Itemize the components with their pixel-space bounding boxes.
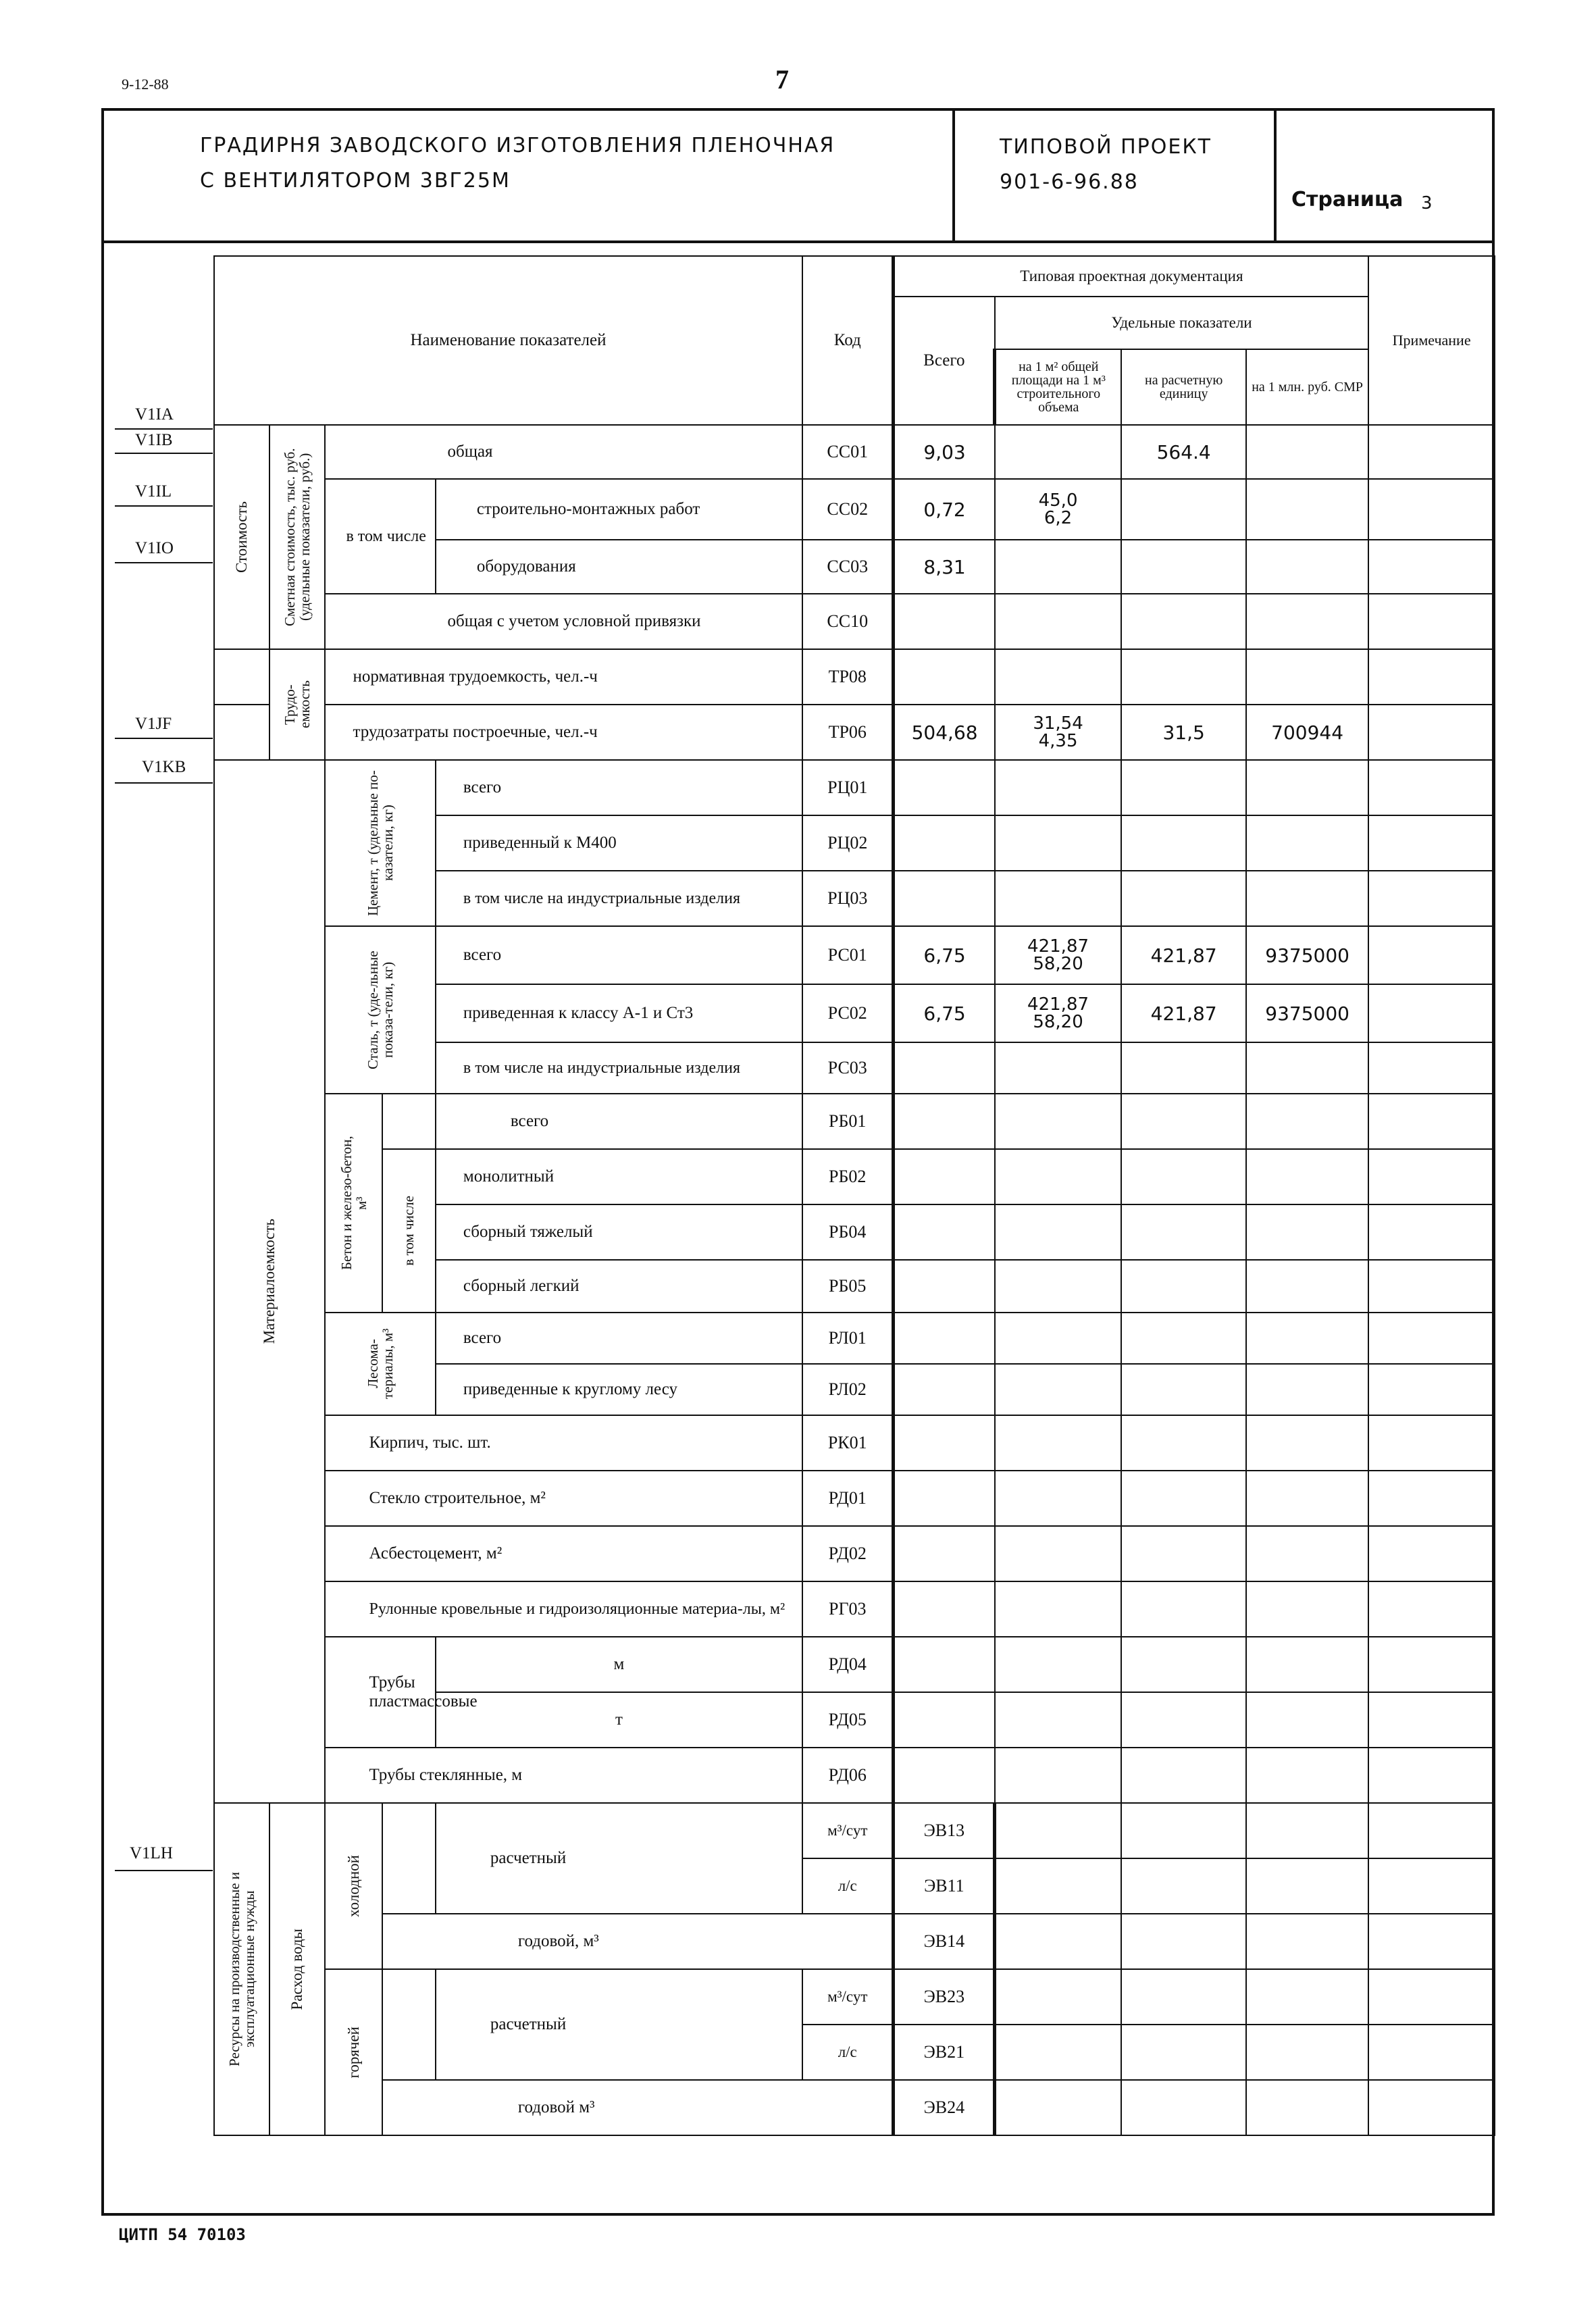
cell-per-unit: 421,87 [1121,926,1246,984]
header-doc-group: Типовая проектная документация [894,256,1368,297]
row-name: сборный легкий [436,1260,802,1313]
row-name: монолитный [436,1149,802,1204]
page-value: 3 [1421,193,1434,213]
cell-per-unit [1121,479,1246,540]
row-name: Асбестоцемент, м² [325,1526,802,1581]
cell-per-m2: 421,87 58,20 [995,984,1122,1042]
group-resources: Ресурсы на производственные и эксплуатационные нужды [226,1872,258,2066]
table-row [214,479,1495,540]
row-code: ЭВ21 [894,2025,995,2080]
row-code: РБ04 [802,1204,894,1260]
row-code: СС02 [802,479,894,540]
marker-v1ib: V1IB [135,431,173,449]
table-row [214,1149,1495,1204]
marker-v1ia: V1IA [135,405,174,424]
row-name: нормативная трудоемкость, чел.-ч [325,649,802,705]
row-unit: м³/сут [802,1803,894,1858]
group-labor: Трудо-емкость [282,680,313,729]
cell-per-m2 [995,425,1122,479]
group-cement: Цемент, т (удельные по-казатели, кг) [365,770,396,916]
row-name: оборудования [436,540,802,594]
header-code-col: Код [802,256,894,425]
marker-v1il: V1IL [135,482,172,501]
table-row [214,1313,1495,1364]
row-name: годовой, м³ [382,1914,894,1969]
cell-per-mln: 700944 [1246,705,1368,760]
row-code: ТР06 [802,705,894,760]
marker-v1io: V1IO [135,539,174,557]
group-concrete: Бетон и железо-бетон, м³ [338,1136,369,1271]
cell-note [1368,594,1495,649]
document-title-line2: С ВЕНТИЛЯТОРОМ 3ВГ25М [200,169,511,193]
cell-per-unit: 564.4 [1121,425,1246,479]
cell-total: 6,75 [894,984,995,1042]
cell-per-m2: 45,0 6,2 [995,479,1122,540]
footer-code: ЦИТП 54 70103 [119,2225,246,2244]
cell-per-unit: 421,87 [1121,984,1246,1042]
row-code: РЦ01 [802,760,894,815]
row-code: ЭВ24 [894,2080,995,2135]
project-number: 901-6-96.88 [1000,170,1139,194]
row-name: расчетный [436,1969,802,2080]
table-row [214,1581,1495,1637]
header-per-unit: на расчетную единицу [1145,373,1223,401]
row-unit: л/с [802,1858,894,1914]
cell-total: 6,75 [894,926,995,984]
table-row [214,1748,1495,1803]
table-row [214,1094,1495,1149]
cell-total [894,649,995,705]
cell-note [1368,705,1495,760]
row-code: РБ02 [802,1149,894,1204]
group-steel: Сталь, т (уде-льные показа-тели, кг) [365,950,396,1069]
row-code: РС02 [802,984,894,1042]
cell-per-m2 [995,649,1122,705]
row-code: РС01 [802,926,894,984]
table-row [214,1803,1495,1858]
row-name: строительно-монтажных работ [436,479,802,540]
group-hot: горячей [344,2026,362,2079]
cell-per-unit: 31,5 [1121,705,1246,760]
cell-total: 9,03 [894,425,995,479]
cell-total: 8,31 [894,540,995,594]
row-name: расчетный [436,1803,802,1914]
cell-per-unit [1121,540,1246,594]
cell-note [1368,540,1495,594]
row-name: общая [325,425,802,479]
cell-total [894,594,995,649]
row-code: СС03 [802,540,894,594]
row-code: РД02 [802,1526,894,1581]
row-name: всего [436,1094,802,1149]
row-name: Стекло строительное, м² [325,1471,802,1526]
row-code: РЦ03 [802,871,894,926]
group-concrete-incl: в том числе [401,1196,417,1266]
header-total-col: Всего [894,297,995,425]
row-unit: м³/сут [802,1969,894,2025]
row-code: ЭВ11 [894,1858,995,1914]
row-code: ТР08 [802,649,894,705]
group-cold: холодной [344,1855,362,1917]
cell-per-mln [1246,594,1368,649]
cell-note [1368,649,1495,705]
row-code: РК01 [802,1415,894,1471]
row-name: трудозатраты построечные, чел.-ч [325,705,802,760]
row-code: РС03 [802,1042,894,1094]
header-per-m2: на 1 м² общей площади на 1 м³ строительного объема [1011,359,1106,415]
group-cost: Стоимость [233,501,251,573]
row-name: всего [436,926,802,984]
group-water: Расход воды [288,1928,306,2010]
table-row [214,1415,1495,1471]
row-code: РБ01 [802,1094,894,1149]
cell-per-mln [1246,479,1368,540]
cell-total: 504,68 [894,705,995,760]
table-row [214,1526,1495,1581]
row-name: в том числе на индустриальные изделия [436,871,802,926]
row-name: Трубы пластмассовые [325,1637,435,1748]
row-unit: т [436,1692,802,1748]
row-name: Кирпич, тыс. шт. [325,1415,802,1471]
cell-per-m2 [995,594,1122,649]
cell-per-mln [1246,425,1368,479]
project-label: ТИПОВОЙ ПРОЕКТ [1000,135,1212,159]
row-code: РД05 [802,1692,894,1748]
row-name: приведенные к круглому лесу [436,1364,802,1415]
cell-per-unit [1121,594,1246,649]
cell-per-m2: 31,54 4,35 [995,705,1122,760]
row-name: всего [436,1313,802,1364]
row-code: РБ05 [802,1260,894,1313]
row-name: Рулонные кровельные и гидроизоляционные материа-лы, м² [325,1581,802,1637]
table-row [214,594,1495,649]
marker-v1kb: V1KB [142,758,186,776]
header-note-col: Примечание [1368,256,1495,425]
table-row [214,1637,1495,1692]
header-specific-group: Удельные показатели [995,297,1369,349]
row-name: годовой м³ [382,2080,894,2135]
row-code: ЭВ13 [894,1803,995,1858]
cell-per-mln: 9375000 [1246,984,1368,1042]
row-name: Трубы стеклянные, м [325,1748,802,1803]
table-row [214,1969,1495,2025]
page-number: 7 [775,64,789,95]
header-name-col: Наименование показателей [214,256,802,425]
row-name: сборный тяжелый [436,1204,802,1260]
row-code: РЛ02 [802,1364,894,1415]
row-name: в том числе на индустриальные изделия [436,1042,802,1094]
page-label: Страница [1291,188,1404,211]
row-code: СС01 [802,425,894,479]
cell-per-mln [1246,540,1368,594]
row-code: РД04 [802,1637,894,1692]
table-row [214,1471,1495,1526]
table-row [214,649,1495,705]
cell-note [1368,479,1495,540]
row-code: РЛ01 [802,1313,894,1364]
group-cost-sub: Сметная стоимость, тыс. руб. (удельные показатели, руб.) [282,448,313,626]
row-code: СС10 [802,594,894,649]
cell-per-m2 [995,540,1122,594]
table-row [214,705,1495,760]
table-row [214,425,1495,479]
cell-per-m2: 421,87 58,20 [995,926,1122,984]
table-row [214,760,1495,815]
row-code: ЭВ23 [894,1969,995,2025]
row-name: приведенный к М400 [436,815,802,871]
group-timber: Лесома-териалы, м³ [365,1328,396,1400]
cell-total: 0,72 [894,479,995,540]
header-per-mln: на 1 млн. руб. СМР [1252,380,1364,395]
table-row [214,1914,1495,1969]
document-title-line1: ГРАДИРНЯ ЗАВОДСКОГО ИЗГОТОВЛЕНИЯ ПЛЕНОЧНАЯ [200,134,835,157]
row-code: РГ03 [802,1581,894,1637]
row-code: РД01 [802,1471,894,1526]
row-unit: м [436,1637,802,1692]
indicators-table [213,255,1495,2136]
group-material: Материалоемкость [261,1219,278,1344]
cell-per-mln [1246,649,1368,705]
table-row [214,2080,1495,2135]
marker-v1jf: V1JF [135,715,172,733]
row-code: РЦ02 [802,815,894,871]
row-code: ЭВ14 [894,1914,995,1969]
row-name: всего [436,760,802,815]
marker-v1lh: V1LH [130,1844,173,1862]
table-row [214,926,1495,984]
row-code: РД06 [802,1748,894,1803]
row-name: приведенная к классу А-1 и Ст3 [436,984,802,1042]
page-date: 9-12-88 [122,76,169,93]
row-unit: л/с [802,2025,894,2080]
cell-per-unit [1121,649,1246,705]
cell-per-mln: 9375000 [1246,926,1368,984]
group-incl: в том числе [325,479,435,594]
row-name: общая с учетом условной привязки [325,594,802,649]
cell-note [1368,425,1495,479]
